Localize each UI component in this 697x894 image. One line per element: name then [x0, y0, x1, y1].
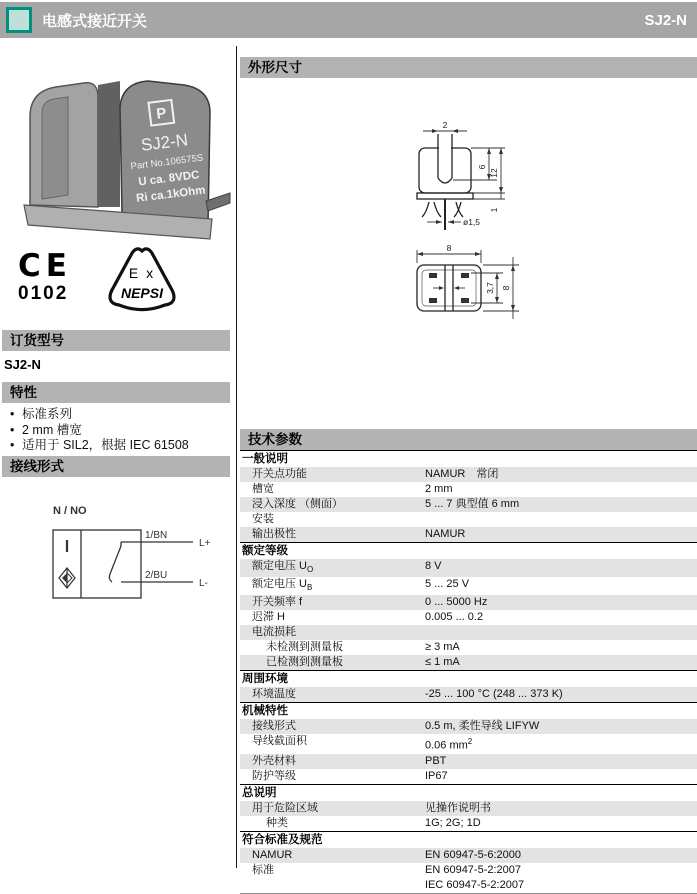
section-order-title: 订货型号: [2, 330, 230, 351]
spec-label: NAMUR: [252, 849, 293, 862]
spec-value: 0 ... 5000 Hz: [425, 596, 488, 609]
certifications: [18, 250, 184, 318]
spec-label: 额定电压 $U_O$: [252, 560, 314, 575]
spec-value: 2 mm: [425, 483, 453, 495]
dim-top-height: 8: [501, 285, 511, 291]
dim-height: 12: [489, 168, 499, 178]
spec-value: [425, 512, 697, 527]
features-list: [8, 407, 230, 454]
order-value: SJ2-N: [4, 357, 41, 372]
wiring-terminal1: 1/BN: [145, 530, 168, 541]
table-row: [240, 497, 697, 512]
table-row: [240, 577, 697, 595]
table-row: [240, 801, 697, 816]
table-row: [240, 610, 697, 625]
spec-value: -25 ... 100 °C (248 ... 373 K): [425, 688, 563, 701]
dim-base: 1: [489, 207, 499, 213]
spec-label: 输出极性: [252, 528, 296, 540]
spec-value: 0.06 $mm^2$: [425, 737, 473, 753]
spec-label: 浸入深度 （侧面）: [252, 498, 344, 510]
wiring-terminal2: 2/BU: [145, 570, 168, 581]
ce-mark: [18, 250, 72, 305]
nepsi-text: NEPSI: [120, 285, 163, 301]
table-row: [240, 559, 697, 577]
product-photo: [8, 55, 230, 247]
spec-label: 迟滞 H: [252, 611, 285, 624]
ce-number: 0102: [18, 283, 69, 304]
spec-value: PBT: [425, 755, 447, 768]
table-row: [240, 816, 697, 831]
table-row: [240, 512, 697, 527]
spec-label: 开关点功能: [252, 468, 307, 480]
spec-value: 1G; 2G; 1D: [425, 817, 481, 830]
page-title: 电感式接近开关: [42, 12, 148, 30]
spec-label: 安装: [252, 513, 274, 525]
column-divider: [236, 46, 237, 868]
dim-depth: 6: [477, 164, 487, 170]
spec-value: [425, 625, 697, 640]
spec-value: EN 60947-5-2:2007 IEC 60947-5-2:2007: [425, 864, 525, 892]
spec-label: 未检测到测量板: [266, 641, 343, 654]
table-row: [240, 467, 697, 482]
table-row: [240, 769, 697, 784]
spec-value: EN 60947-5-6:2000: [425, 849, 522, 862]
spec-label: 已检测到测量板: [266, 656, 343, 669]
label-voltage: U ca. 8VDC: [137, 169, 201, 189]
table-row: [240, 625, 697, 640]
model-number: SJ2-N: [644, 11, 687, 29]
spec-label: 标准: [252, 864, 274, 877]
dimension-drawing-top: [405, 243, 555, 331]
spec-label: 外壳材料: [252, 755, 296, 768]
feature-item: • 标准系列: [8, 407, 230, 423]
spec-label: 电流损耗: [252, 626, 296, 639]
spec-value: 5 ... 25 V: [425, 578, 470, 591]
nepsi-ex-icon: [100, 246, 184, 318]
dim-top-width: 8: [446, 243, 452, 253]
ex-text: E x: [128, 265, 156, 281]
table-row: [240, 527, 697, 542]
dim-top-inner: 3,7: [485, 282, 495, 294]
section-tech-title: 技术参数: [240, 429, 697, 450]
dimension-drawing-front: [405, 118, 555, 242]
spec-label: 用于危险区域: [252, 802, 318, 815]
spec-value: NAMUR 常闭: [425, 468, 499, 480]
spec-value: 0.5 m, 柔性导线 LIFYW: [425, 720, 540, 733]
spec-value: 见操作说明书: [425, 802, 491, 815]
spec-value: IP67: [425, 770, 448, 783]
table-row: [240, 482, 697, 497]
spec-value: 0.005 ... 0.2: [425, 611, 484, 624]
table-row: [240, 754, 697, 769]
section-dimensions-title: 外形尺寸: [240, 57, 697, 78]
table-row: [240, 640, 697, 655]
spec-label: 开关频率 f: [252, 596, 303, 609]
spec-value: NAMUR: [425, 528, 466, 540]
table-row: [240, 687, 697, 702]
spec-label: 环境温度: [252, 688, 296, 701]
spec-label: 防护等级: [252, 770, 296, 783]
spec-label: 额定电压 $U_B$: [252, 578, 313, 593]
table-group-header: 总说明: [240, 784, 697, 801]
table-group-header: 一般说明: [240, 450, 697, 467]
dim-slot-width: 2: [442, 120, 448, 130]
table-row: [240, 734, 697, 754]
table-group-header: 额定等级: [240, 542, 697, 559]
table-group-header: 周围环境: [240, 670, 697, 687]
feature-item: • 适用于 SIL2，根据 IEC 61508: [8, 438, 230, 454]
table-row: [240, 595, 697, 610]
table-row: [240, 863, 697, 893]
wiring-type-label: N / NO: [53, 505, 87, 517]
spec-table-body: [240, 450, 697, 894]
dim-cable: ø1,5: [463, 217, 481, 227]
wiring-diagram: [25, 498, 230, 616]
spec-value: 5 ... 7 典型值 6 mm: [425, 498, 520, 510]
spec-label: 导线截面积: [252, 735, 307, 748]
label-model: SJ2-N: [139, 130, 190, 155]
header-bar: [0, 2, 697, 38]
spec-value: ≥ 3 mA: [425, 641, 460, 654]
table-row: [240, 655, 697, 670]
table-group-header: 符合标准及规范: [240, 831, 697, 848]
feature-item: • 2 mm 槽宽: [8, 423, 230, 439]
spec-value: 8 V: [425, 560, 442, 572]
section-features-title: 特性: [2, 382, 230, 403]
wiring-lplus: L+: [199, 538, 211, 549]
ce-mark-icon: CE: [18, 248, 72, 284]
brand-icon: [6, 7, 32, 33]
spec-label: 槽宽: [252, 483, 274, 495]
section-wiring-title: 接线形式: [2, 456, 230, 477]
table-group-header: 机械特性: [240, 702, 697, 719]
pf-logo-letter: P: [155, 104, 168, 123]
spec-value: ≤ 1 mA: [425, 656, 460, 669]
label-resistance: Ri ca.1kOhm: [135, 184, 207, 205]
wiring-lminus: L-: [199, 578, 208, 589]
spec-label: 种类: [266, 817, 288, 830]
label-part-no: Part No.106575S: [130, 152, 204, 173]
spec-label: 接线形式: [252, 720, 296, 733]
table-row: [240, 719, 697, 734]
table-row: [240, 848, 697, 863]
